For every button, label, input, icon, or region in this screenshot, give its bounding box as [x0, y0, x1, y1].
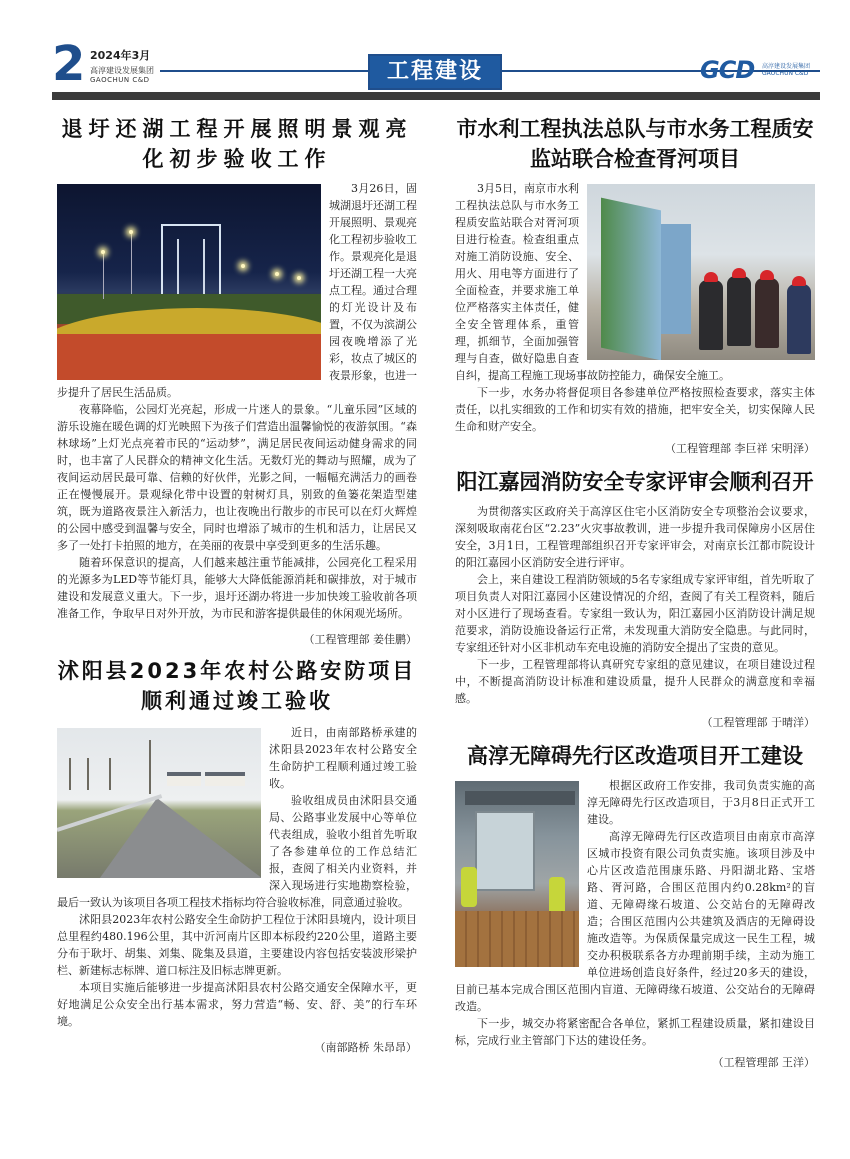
byline: （工程管理部 姜佳鹏）	[303, 633, 417, 646]
org-name-en: GAOCHUN C&D	[90, 76, 150, 84]
inspection-photo	[587, 184, 815, 360]
construction-photo	[455, 781, 579, 967]
article-title: 高淳无障碍先行区改造项目开工建设	[467, 744, 803, 768]
page-header	[0, 0, 850, 100]
byline: （工程管理部 李巨祥 宋明泽）	[665, 442, 815, 455]
paragraph: 沭阳县2023年农村公路安全生命防护工程位于沭阳县境内，设计项目总里程约480.196公里，其中沂河南片区即本标段约220公里，道路主要分布于耿圩、胡集、刘集、陇集及县道，主要建设内容包括安装波形梁护栏、新建标志标牌、道口标注及旧标志牌更新。	[57, 913, 417, 977]
article-title: 沭阳县2023年农村公路安防项目顺利通过竣工验收	[57, 659, 417, 713]
paragraph: 3月5日，南京市水利工程执法总队与市水务工程质安监站联合对胥河项目进行检查。检查组重点对施工消防设施、安全、用火、用电等方面进行了全面检查，并要求施工单位严格落实主体责任，健全安全管理体系，重管理，抓细节，全面加强管理与自查，做好隐患自查自纠，提高工程施工现场事故防控能力，确保安全施工。	[455, 182, 730, 382]
rural-road-photo	[57, 728, 261, 878]
paragraph: 为贯彻落实区政府关于高淳区住宅小区消防安全专项整治会议要求，深刻吸取南花台区“2.23”火灾事故教训，进一步提升我司保障房小区居住安全，3月1日，工程管理部组织召开专家评审会，对南京长江都市院设计的阳江嘉园小区消防安全进行评审。	[455, 505, 815, 569]
gcd-logo-icon: GCD	[700, 56, 755, 84]
paragraph: 本项目实施后能够进一步提高沭阳县农村公路交通安全保障水平，更好地满足公众安全出行基本需求，努力营造“畅、安、舒、美”的行车环境。	[57, 981, 417, 1028]
article-title: 市水利工程执法总队与市水务工程质安监站联合检查胥河项目	[456, 117, 814, 171]
issue-date: 2024年3月	[90, 49, 151, 62]
article-title: 阳江嘉园消防安全专家评审会顺利召开	[456, 470, 814, 494]
org-name-cn: 高淳建设发展集团	[90, 66, 154, 75]
paragraph: 高淳无障碍先行区改造项目由南京市高淳区城市投资有限公司负责实施。该项目涉及中心片区改造范围康乐路、丹阳湖北路、宝塔路、胥河路，合围区范围内约0.28km²的盲道、无障碍缘石坡道、公交站台的无障碍改造；合围区范围内公共建筑及酒店的无障碍设施改造等。为保质保量完成这一民生工程，城交办积极联系各方办理前期手续，主动为施工单位进场创造良好条件，经过20多天的建设，目前已基本完成合围区范围内盲道、无障碍缘石坡道、公交站台的无障碍改造。	[455, 830, 815, 1013]
article-barrier-free	[455, 741, 815, 1071]
header-bar	[52, 92, 820, 100]
section-title: 工程建设	[368, 54, 502, 90]
paragraph: 会上，来自建设工程消防领域的5名专家组成专家评审组，首先听取了项目负责人对阳江嘉园小区建设情况的介绍，查阅了有关工程资料，随后对小区进行了现场查看。专家组一致认为，阳江嘉园小区消防设计满足规范要求，消防设施设备运行正常，未发现重大消防安全隐患。与此同时，专家组还针对小区非机动车充电设施的消防安全提出了宝贵的意见。	[455, 573, 815, 654]
logo-org-en: GAOCHUN C&D	[762, 70, 809, 77]
paragraph: 下一步，水务办将督促项目各参建单位严格按照检查要求，落实主体责任，以扎实细致的工作和切实有效的措施，把牢安全关，切实保障人民生命和财产安全。	[455, 386, 815, 433]
paragraph: 随着环保意识的提高，人们越来越注重节能减排，公园亮化工程采用的光源多为LED等节能灯具，能够大大降低能源消耗和碳排放，对于城市建设和发展意义重大。下一步，退圩还湖办将进一步加快竣工验收前各项准备工作，争取早日对外开放，为市民和游客提供最佳的休闲观光场所。	[57, 556, 417, 620]
paragraph: 近日，由南部路桥承建的沭阳县2023年农村公路安全生命防护工程顺利通过竣工验收。	[269, 726, 417, 790]
right-column	[455, 110, 815, 1071]
article-title: 退圩还湖工程开展照明景观亮化初步验收工作	[61, 117, 413, 171]
paragraph: 下一步，城交办将紧密配合各单位，紧抓工程建设质量，紧扣建设目标，完成行业主管部门下达的建设任务。	[455, 1017, 815, 1047]
paragraph: 夜幕降临，公园灯光亮起，形成一片迷人的景象。“儿童乐园”区域的游乐设施在暖色调的灯光映照下为孩子们营造出温馨愉悦的夜游氛围。“森林球场”上灯光点亮着市民的“运动梦”，满足居民夜间运动健身需求的同时，也丰富了人民群众的精神文化生活。无数灯光的舞动与照耀，成为了夜间运动居民最可靠、信赖的好伙伴，光影之间，一幅幅充满活力的画卷正在慢慢展开。景观绿化带中设置的射树灯具，别致的鱼篓花架造型建筑，既为道路夜景注入新活力，也让夜晚出行散步的市民可以在灯火辉煌的公园中感受到温馨与安全，同时也增添了城市的生机和活力，让居民又多了一处打卡拍照的地方，在美丽的夜景中享受到更多的生活乐趣。	[57, 403, 417, 552]
paragraph: 3月26日，固城湖退圩还湖工程开展照明、景观亮化工程初步验收工作。景观亮化是退圩还湖工程一大亮点工程。通过合理的灯光设计及布置，不仅为滨湖公园夜晚增添了光彩，妆点了城区的夜景形象，也进一步提升了居民生活品质。	[57, 182, 417, 399]
paragraph: 验收组成员由沭阳县交通局、公路事业发展中心等单位代表组成，验收小组首先听取了各参建单位的工作总结汇报，查阅了相关内业资料，并深入现场进行实地勘察检验，最后一致认为该项目各项工程技术指标均符合验收标准，同意通过验收。	[57, 794, 417, 909]
page-number: 2	[52, 36, 86, 92]
left-column	[57, 110, 417, 1056]
article-lighting	[57, 114, 417, 648]
logo-org-cn: 高淳建设发展集团	[762, 63, 811, 70]
article-road	[57, 656, 417, 1056]
paragraph: 根据区政府工作安排，我司负责实施的高淳无障碍先行区改造项目，于3月8日正式开工建设。	[587, 779, 815, 826]
byline: （工程管理部 于晴洋）	[701, 716, 815, 729]
article-inspection	[455, 114, 815, 457]
paragraph: 下一步，工程管理部将认真研究专家组的意见建议，在项目建设过程中，不断提高消防设计标准和建设质量，提升人民群众的满意度和幸福感。	[455, 658, 815, 705]
park-night-photo	[57, 184, 321, 380]
byline: （南部路桥 朱昂昂）	[314, 1041, 417, 1054]
byline: （工程管理部 王洋）	[712, 1056, 815, 1069]
article-fire-safety	[455, 467, 815, 731]
